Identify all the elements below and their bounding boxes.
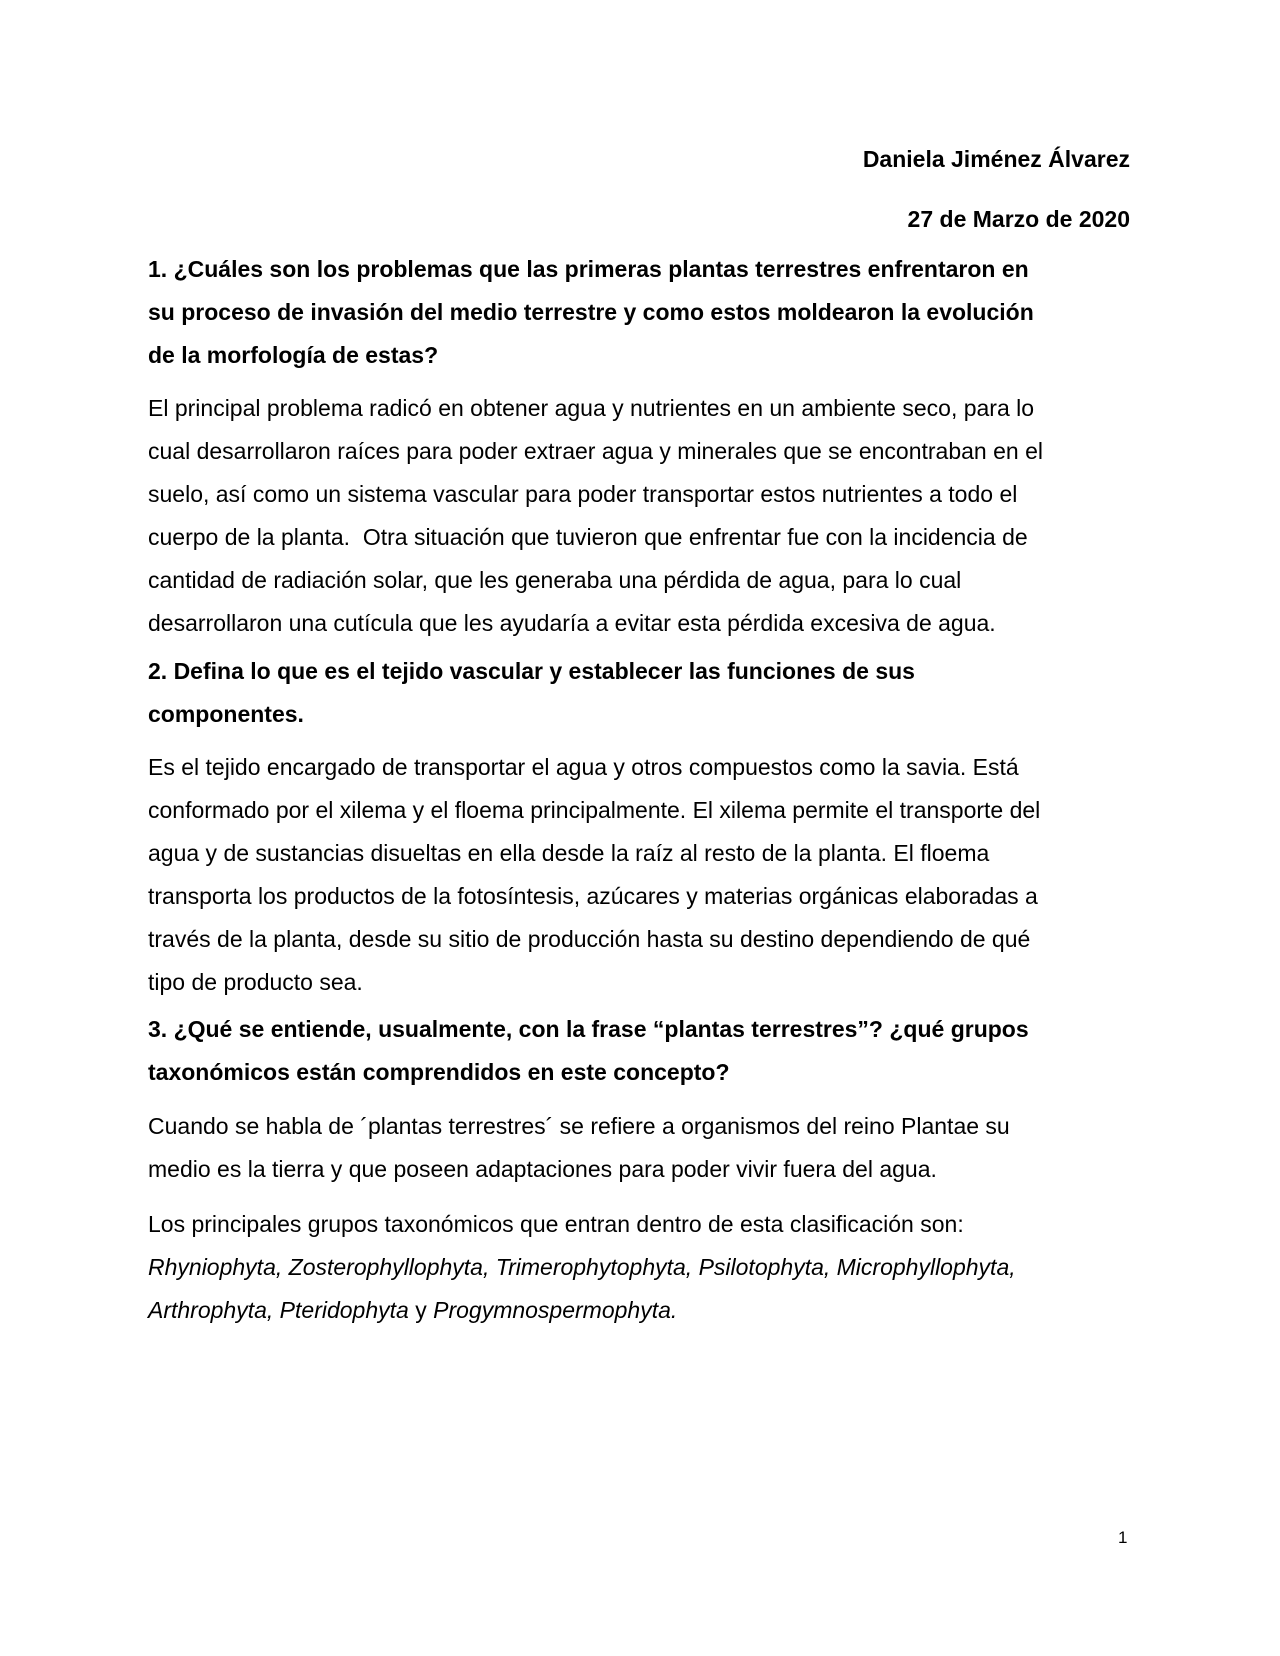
answer-2-line: conformado por el xilema y el floema principalmente. El xilema permite el transporte del [148,797,1041,823]
question-2-line: componentes. [148,701,304,727]
question-1-line: 1. ¿Cuáles son los problemas que las primeras plantas terrestres enfrentaron en [148,256,1029,282]
answer-2-line: través de la planta, desde su sitio de producción hasta su destino dependiendo de qué [148,926,1031,952]
groups-list-line [148,1289,1130,1332]
answer-1-line: cuerpo de la planta. Otra situación que tuvieron que enfrentar fue con la incidencia de [148,524,1028,550]
question-1-line: su proceso de invasión del medio terrestre y como estos moldearon la evolución [148,299,1034,325]
groups-list-conjunction: y [408,1297,434,1323]
question-3-line: taxonómicos están comprendidos en este concepto? [148,1059,730,1085]
answer-1-line: desarrollaron una cutícula que les ayudaría a evitar esta pérdida excesiva de agua. [148,610,996,636]
page-number: 1 [1118,1528,1128,1547]
question-3-line: 3. ¿Qué se entiende, usualmente, con la frase “plantas terrestres”? ¿qué grupos [148,1016,1029,1042]
document-date: 27 de Marzo de 2020 [907,206,1130,232]
answer-3-line: medio es la tierra y que poseen adaptaciones para poder vivir fuera del agua. [148,1156,937,1182]
answer-1-line: cantidad de radiación solar, que les generaba una pérdida de agua, para lo cual [148,567,962,593]
question-2 [148,650,1130,736]
answer-2-line: agua y de sustancias disueltas en ella desde la raíz al resto de la planta. El floema [148,840,990,866]
answer-1-line: El principal problema radicó en obtener agua y nutrientes en un ambiente seco, para lo [148,395,1035,421]
answer-1-line: cual desarrollaron raíces para poder extraer agua y minerales que se encontraban en el [148,438,1043,464]
groups-list-line: Rhyniophyta, Zosterophyllophyta, Trimerophytophyta, Psilotophyta, Microphyllophyta, [148,1254,1016,1280]
answer-3-groups [148,1203,1130,1332]
answer-3-line: Cuando se habla de ´plantas terrestres´ se refiere a organismos del reino Plantae su [148,1113,1010,1139]
answer-2-line: Es el tejido encargado de transportar el agua y otros compuestos como la savia. Está [148,754,1019,780]
answer-1 [148,387,1130,645]
answer-1-line: suelo, así como un sistema vascular para poder transportar estos nutrientes a todo el [148,481,1018,507]
groups-list-italic: Progymnospermophyta. [433,1297,678,1323]
answer-2 [148,746,1130,1004]
groups-list-italic: Arthrophyta, Pteridophyta [148,1297,409,1323]
groups-intro: Los principales grupos taxonómicos que entran dentro de esta clasificación son: [148,1211,964,1237]
question-2-line: 2. Defina lo que es el tejido vascular y establecer las funciones de sus [148,658,915,684]
answer-3 [148,1105,1130,1191]
author-name: Daniela Jiménez Álvarez [862,146,1130,172]
question-1 [148,248,1130,377]
answer-2-line: transporta los productos de la fotosíntesis, azúcares y materias orgánicas elaboradas a [148,883,1038,909]
question-1-line: de la morfología de estas? [148,342,439,368]
question-3 [148,1008,1130,1094]
answer-2-line: tipo de producto sea. [148,969,363,995]
